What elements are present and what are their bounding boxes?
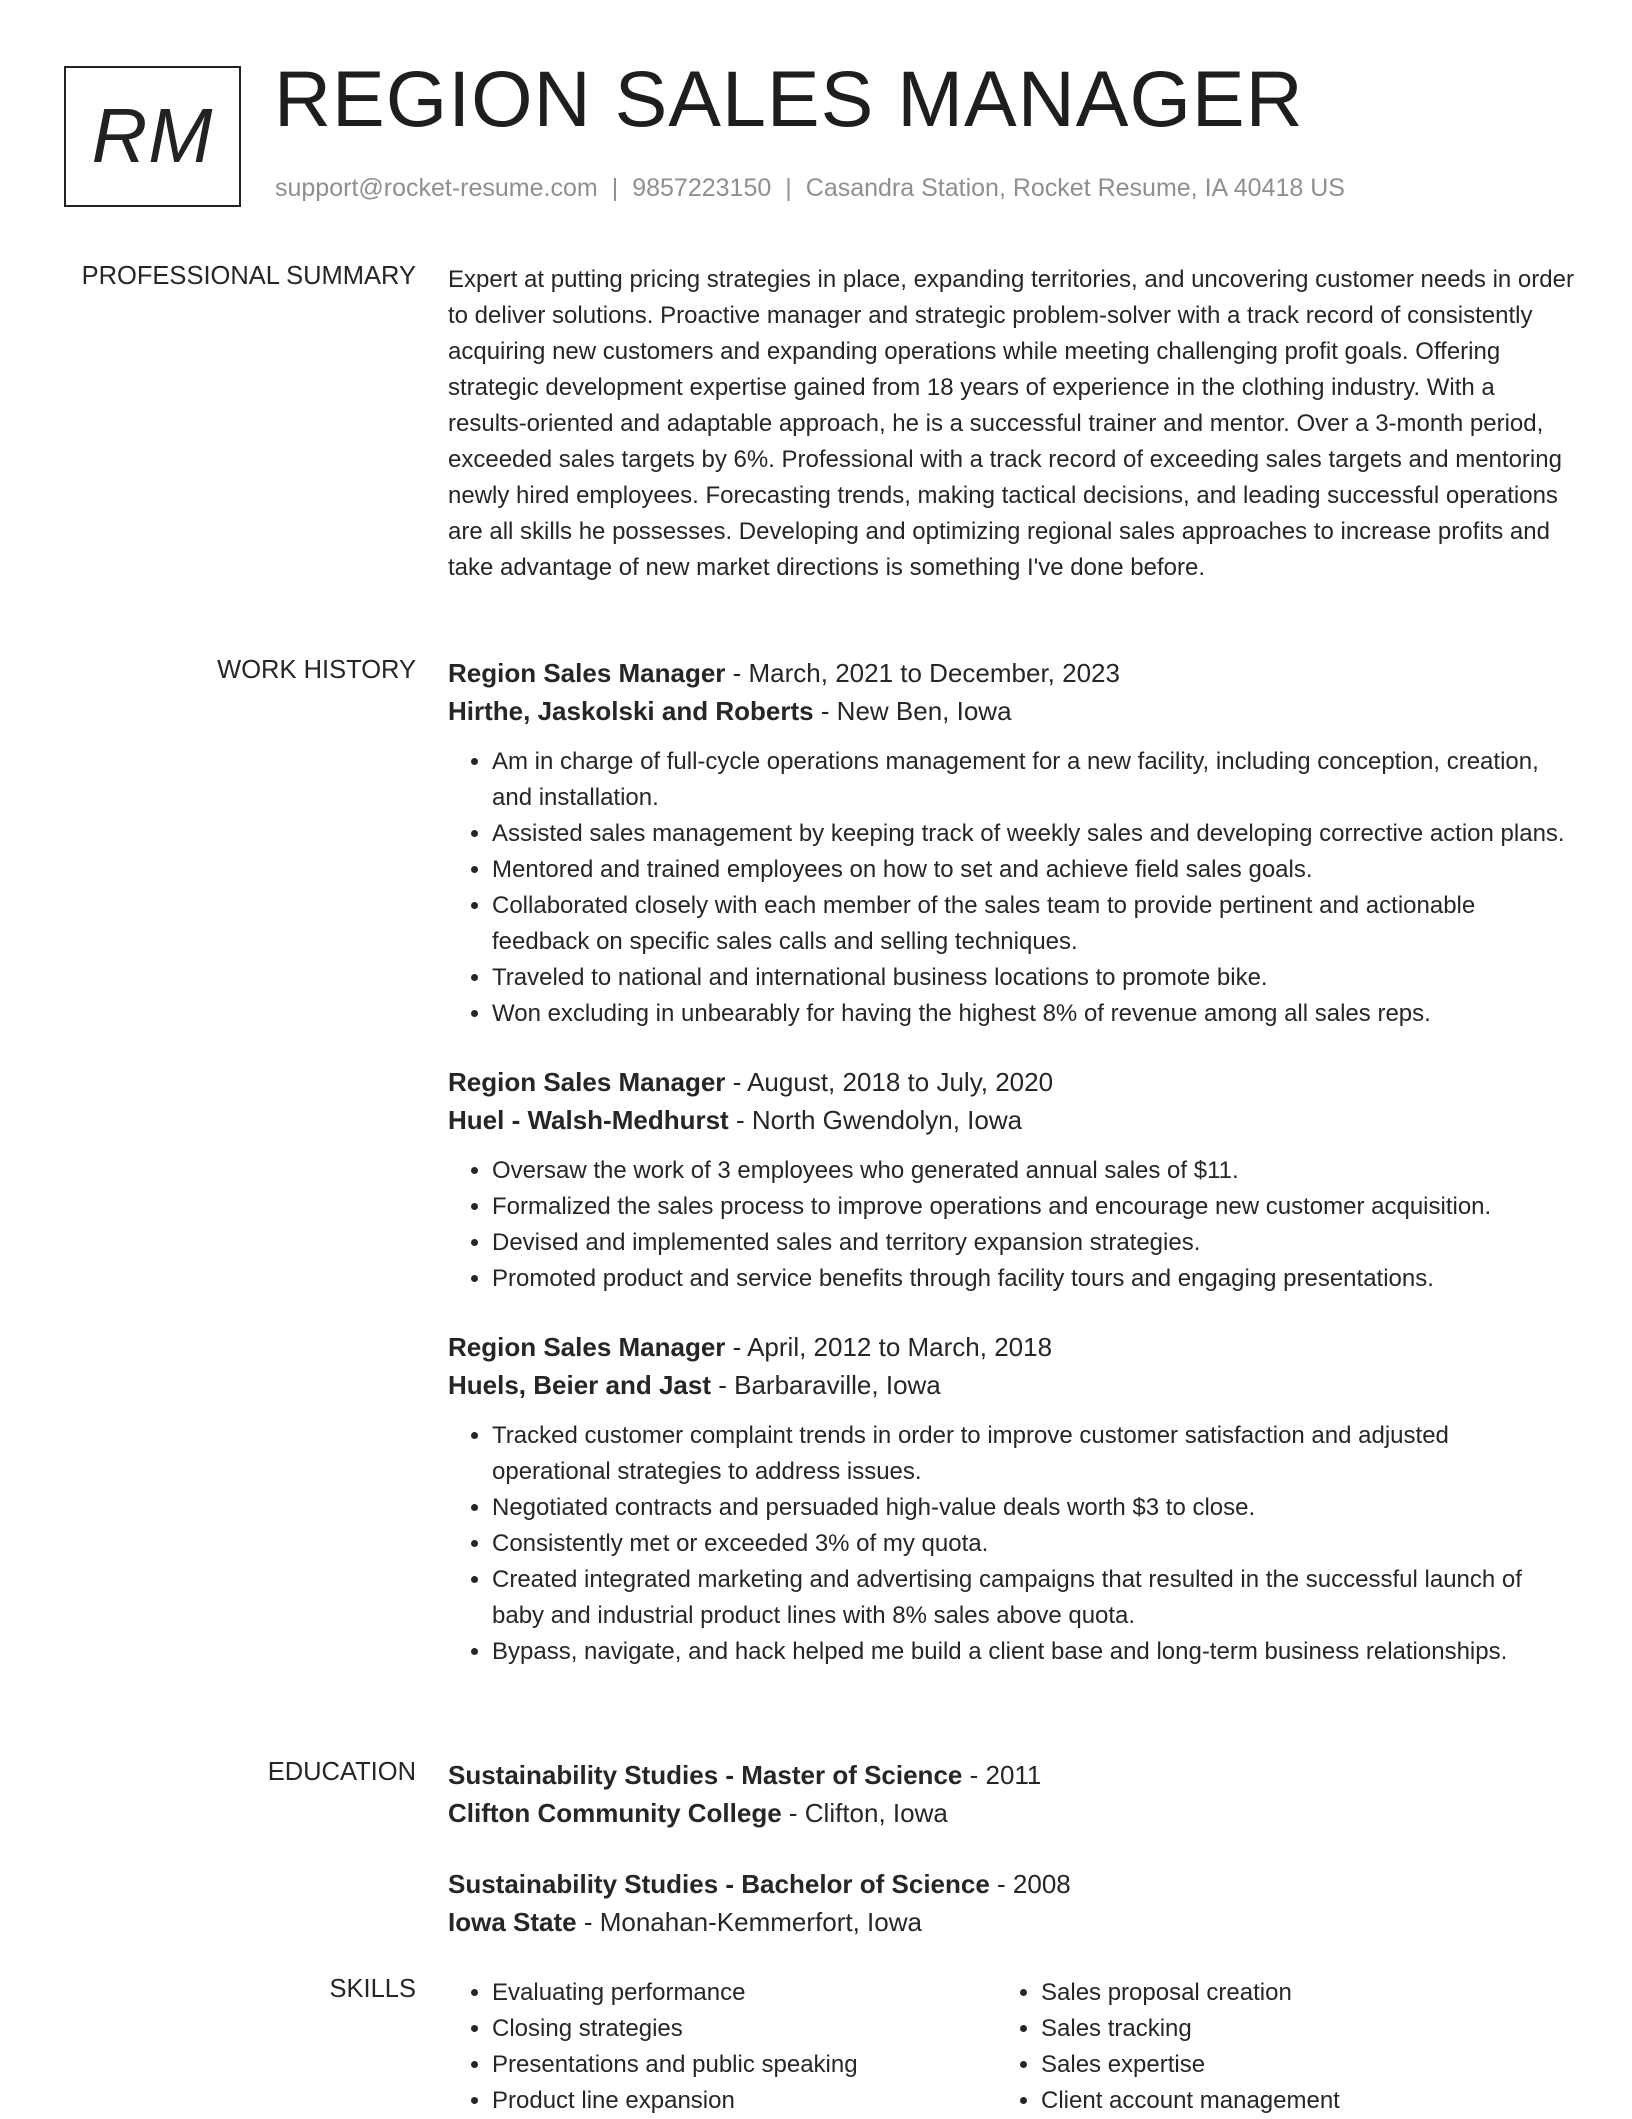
list-item: • Mentored and trained employees on how to set and achieve field sales goals. [492,852,1574,888]
education-year: - 2008 [989,1869,1071,1899]
list-item: • Oversaw the work of 3 employees who generated annual sales of $11. [492,1153,1574,1189]
education-degree: Sustainability Studies - Bachelor of Science [448,1869,990,1899]
list-item: • Assisted sales management by keeping track of weekly sales and developing corrective action plans. [492,816,1574,852]
job-entry [448,1063,1574,1297]
contact-email: support@rocket-resume.com [275,174,598,202]
job-location: - Barbaraville, Iowa [711,1370,941,1400]
job-company: Hirthe, Jaskolski and Roberts [448,696,814,726]
education-location: - Monahan-Kemmerfort, Iowa [576,1907,922,1937]
list-item: • Product line expansion [492,2083,997,2119]
skills-list-left [448,1975,997,2119]
list-item: • Devised and implemented sales and territory expansion strategies. [492,1225,1574,1261]
job-role: Region Sales Manager [448,1332,726,1362]
summary-text: Expert at putting pricing strategies in place, expanding territories, and uncovering customer needs in order to deliver solutions. Proactive manager and strategic problem-solver with a track record of consistently acquiring new customers and expanding operations while meeting challenging profit goals. Offering strategic development expertise gained from 18 years of experience in the clothing industry. With a results-oriented and adaptable approach, he is a successful trainer and mentor. Over a 3-month period, exceeded sales targets by 6%. Professional with a track record of exceeding sales targets and mentoring newly hired employees. Forecasting trends, making tactical decisions, and leading successful operations are all skills he possesses. Developing and optimizing regional sales approaches to increase profits and take advantage of new market directions is something I've done before. [448,266,1574,581]
list-item: • Evaluating performance [492,1975,997,2011]
contact-separator: | [611,174,619,202]
resume-title: REGION SALES MANAGER [274,54,1304,143]
education-entry [448,1865,1574,1941]
list-item: • Created integrated marketing and advertising campaigns that resulted in the successful launch of baby and industrial product lines with 8% sales above quota. [492,1562,1574,1634]
work-history-heading: WORK HISTORY [217,656,416,684]
list-item: • Traveled to national and international business locations to promote bike. [492,960,1574,996]
education-location: - Clifton, Iowa [781,1798,948,1828]
job-dates: - April, 2012 to March, 2018 [725,1332,1053,1362]
contact-line [275,174,1345,203]
job-dates: - March, 2021 to December, 2023 [725,658,1120,688]
job-bullets [448,744,1574,1032]
job-company: Huels, Beier and Jast [448,1370,711,1400]
monogram-initials: RM [91,93,214,179]
list-item: • Consistently met or exceeded 3% of my quota. [492,1526,1574,1562]
list-item: • Promoted product and service benefits through facility tours and engaging presentations. [492,1261,1574,1297]
education-school: Clifton Community College [448,1798,782,1828]
job-bullets [448,1153,1574,1297]
monogram-badge [64,66,241,207]
job-company: Huel - Walsh-Medhurst [448,1105,729,1135]
job-entry [448,654,1574,1032]
list-item: • Negotiated contracts and persuaded high-value deals worth $3 to close. [492,1490,1574,1526]
contact-phone: 9857223150 [632,174,772,202]
education-year: - 2011 [962,1760,1042,1790]
contact-address: Casandra Station, Rocket Resume, IA 40418 US [805,174,1345,202]
list-item: • Client account management [1041,2083,1546,2119]
list-item: • Sales tracking [1041,2011,1546,2047]
list-item: • Tracked customer complaint trends in order to improve customer satisfaction and adjusted operational strategies to address issues. [492,1418,1574,1490]
job-entry [448,1328,1574,1670]
list-item: • Presentations and public speaking [492,2047,997,2083]
education-heading: EDUCATION [267,1758,416,1786]
list-item: • Sales proposal creation [1041,1975,1546,2011]
summary-heading: PROFESSIONAL SUMMARY [81,262,416,290]
job-role: Region Sales Manager [448,1067,726,1097]
skills-list-right [997,1975,1546,2119]
list-item: • Sales expertise [1041,2047,1546,2083]
skills-heading: SKILLS [329,1975,416,2003]
contact-separator: | [785,174,792,202]
job-location: - New Ben, Iowa [813,696,1012,726]
education-school: Iowa State [448,1907,577,1937]
list-item: • Closing strategies [492,2011,997,2047]
list-item: • Bypass, navigate, and hack helped me build a client base and long-term business relationships. [492,1634,1574,1670]
list-item: • Collaborated closely with each member of the sales team to provide pertinent and actionable feedback on specific sales calls and selling techniques. [492,888,1574,960]
education-entry [448,1756,1574,1832]
job-bullets [448,1418,1574,1670]
list-item: • Won excluding in unbearably for having the highest 8% of revenue among all sales reps. [492,996,1574,1032]
list-item: • Am in charge of full-cycle operations management for a new facility, including conception, creation, and installation. [492,744,1574,816]
job-location: - North Gwendolyn, Iowa [728,1105,1023,1135]
list-item: • Formalized the sales process to improve operations and encourage new customer acquisition. [492,1189,1574,1225]
job-dates: - August, 2018 to July, 2020 [725,1067,1054,1097]
job-role: Region Sales Manager [448,658,726,688]
education-degree: Sustainability Studies - Master of Science [448,1760,963,1790]
